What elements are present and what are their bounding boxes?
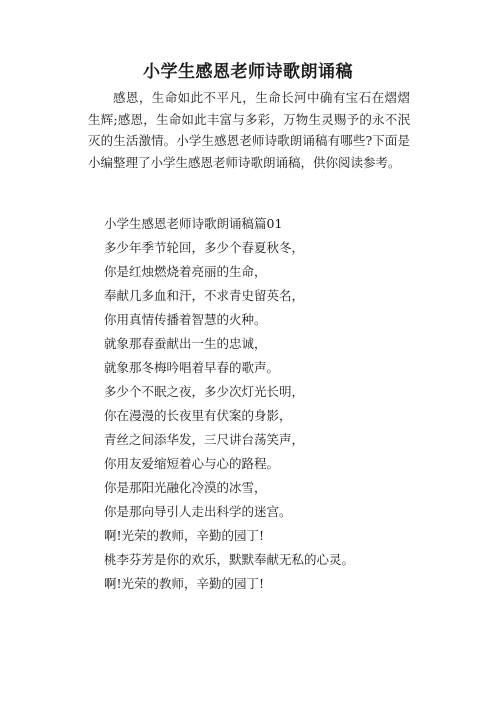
poem-line: 奉献几多血和汗，不求青史留英名， bbox=[104, 288, 305, 303]
poem-line: 就象那春蚕献出一生的忠诚， bbox=[104, 336, 267, 351]
poem-line: 桃李芬芳是你的欢乐，默默奉献无私的心灵。 bbox=[104, 552, 355, 567]
poem-line: 青丝之间添华发，三尺讲台荡笑声， bbox=[104, 432, 305, 447]
section-heading: 小学生感恩老师诗歌朗诵稿篇01 bbox=[104, 216, 283, 231]
poem-line: 你是那阳光融化冷漠的冰雪， bbox=[104, 480, 267, 495]
poem-line: 你用友爱缩短着心与心的路程。 bbox=[104, 456, 280, 471]
poem-line: 啊!光荣的教师，辛勤的园丁! bbox=[104, 528, 265, 543]
poem-line: 你是红烛燃烧着亮丽的生命， bbox=[104, 264, 267, 279]
poem-line: 多少个不眠之夜，多少次灯光长明， bbox=[104, 384, 305, 399]
poem-line: 你是那向导引人走出科学的迷宫。 bbox=[104, 504, 292, 519]
poem-line: 就象那冬梅吟唱着早春的歌声。 bbox=[104, 360, 280, 375]
intro-paragraph: 感恩，生命如此不平凡，生命长河中确有宝石在熠熠生辉;感恩，生命如此丰富与多彩，万物生灵赐予的永不泯灭的生活激情。小学生感恩老师诗歌朗诵稿有哪些?下面是小编整理了小学生感恩老师诗歌朗诵稿，供你阅读参考。 bbox=[88, 90, 410, 170]
poem-line: 你用真情传播着智慧的火种。 bbox=[104, 312, 267, 327]
page-title: 小学生感恩老师诗歌朗诵稿 bbox=[143, 62, 353, 82]
poem-line: 啊!光荣的教师，辛勤的园丁! bbox=[104, 576, 265, 591]
poem-body bbox=[104, 212, 434, 596]
poem-line: 多少年季节轮回，多少个春夏秋冬， bbox=[104, 240, 305, 255]
poem-line: 你在漫漫的长夜里有伏案的身影， bbox=[104, 408, 292, 423]
